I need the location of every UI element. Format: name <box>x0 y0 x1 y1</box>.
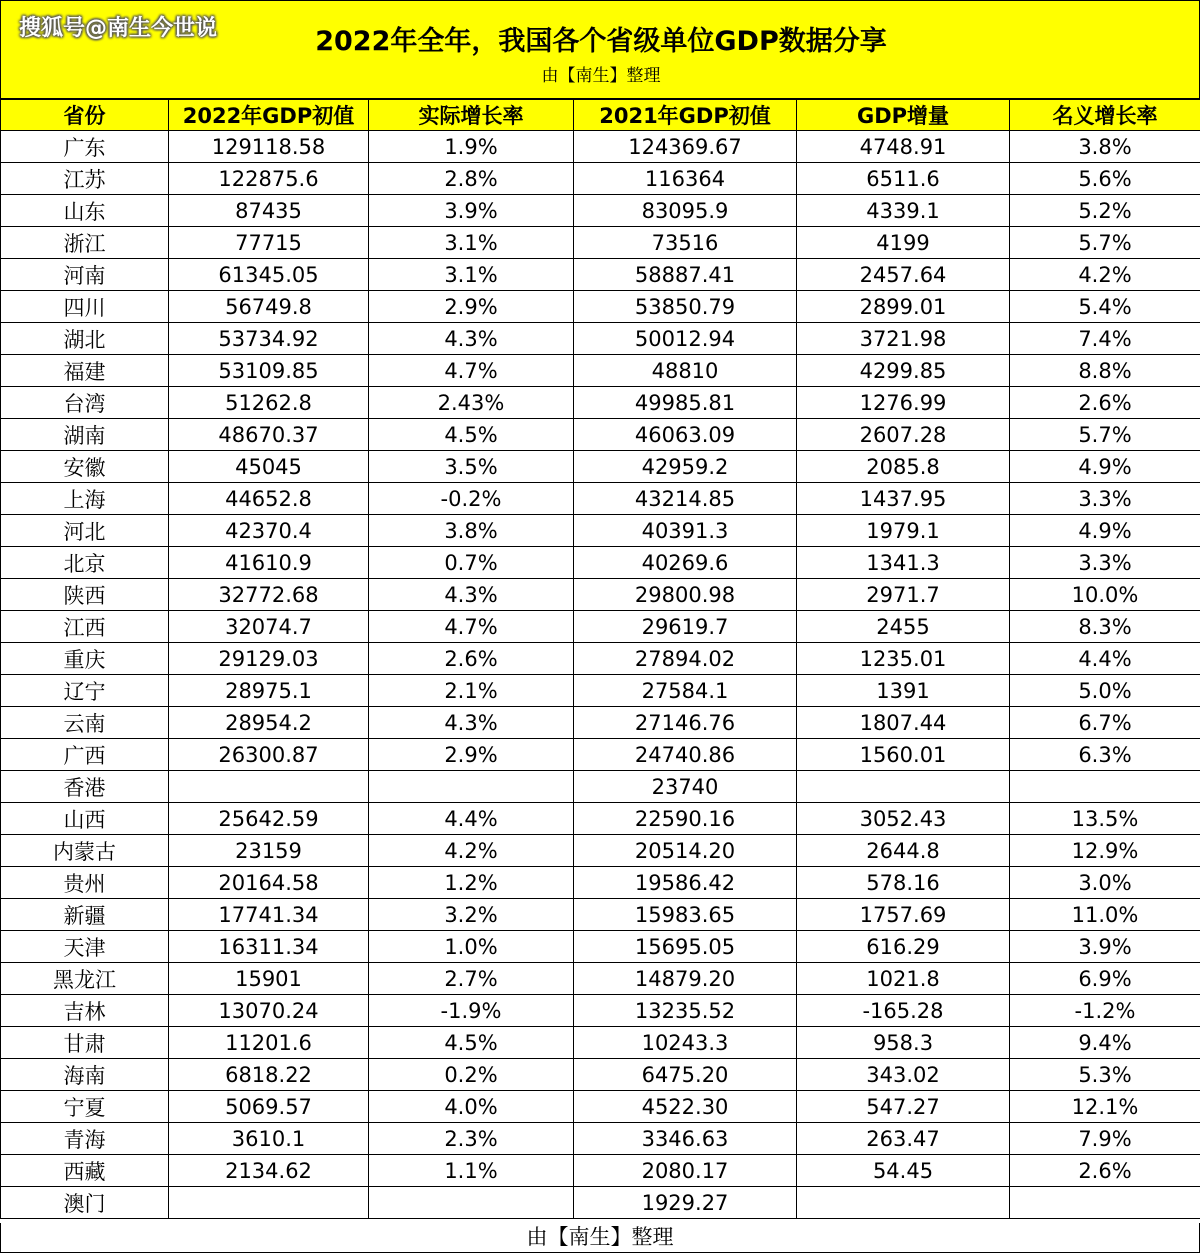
cell-gdp-2021: 22590.16 <box>574 803 797 835</box>
cell-gdp-increase: 3052.43 <box>797 803 1010 835</box>
cell-gdp-increase: 3721.98 <box>797 323 1010 355</box>
table-row <box>1 643 1200 675</box>
cell-nominal-growth: 4.2% <box>1010 259 1200 291</box>
cell-nominal-growth: 11.0% <box>1010 899 1200 931</box>
cell-real-growth: 2.9% <box>369 291 574 323</box>
cell-real-growth: 1.9% <box>369 131 574 163</box>
cell-nominal-growth: 7.9% <box>1010 1123 1200 1155</box>
cell-real-growth: 4.0% <box>369 1091 574 1123</box>
cell-real-growth: 4.7% <box>369 355 574 387</box>
cell-gdp-2021: 46063.09 <box>574 419 797 451</box>
cell-gdp-2021: 116364 <box>574 163 797 195</box>
table-row <box>1 739 1200 771</box>
cell-gdp-2022: 20164.58 <box>169 867 369 899</box>
table-header-row <box>1 100 1200 131</box>
cell-real-growth: 2.9% <box>369 739 574 771</box>
cell-province: 黑龙江 <box>1 963 169 995</box>
cell-gdp-2021: 124369.67 <box>574 131 797 163</box>
cell-gdp-2021: 1929.27 <box>574 1187 797 1219</box>
cell-gdp-2021: 40269.6 <box>574 547 797 579</box>
table-row <box>1 227 1200 259</box>
table-row <box>1 707 1200 739</box>
cell-province: 河北 <box>1 515 169 547</box>
cell-real-growth: 4.5% <box>369 419 574 451</box>
cell-real-growth: 3.1% <box>369 227 574 259</box>
cell-nominal-growth: 3.8% <box>1010 131 1200 163</box>
page-subtitle: 由【南生】整理 <box>541 66 661 86</box>
cell-nominal-growth: 6.9% <box>1010 963 1200 995</box>
cell-province: 湖南 <box>1 419 169 451</box>
cell-real-growth: -0.2% <box>369 483 574 515</box>
cell-gdp-2022: 3610.1 <box>169 1123 369 1155</box>
cell-gdp-increase: 2644.8 <box>797 835 1010 867</box>
table-row <box>1 579 1200 611</box>
cell-province: 四川 <box>1 291 169 323</box>
cell-real-growth: 2.8% <box>369 163 574 195</box>
table-row <box>1 163 1200 195</box>
cell-real-growth: 4.5% <box>369 1027 574 1059</box>
cell-province: 广西 <box>1 739 169 771</box>
cell-real-growth: 4.2% <box>369 835 574 867</box>
cell-real-growth: 2.1% <box>369 675 574 707</box>
cell-gdp-increase: 2607.28 <box>797 419 1010 451</box>
cell-gdp-2021: 3346.63 <box>574 1123 797 1155</box>
cell-gdp-increase: 4199 <box>797 227 1010 259</box>
cell-gdp-2021: 53850.79 <box>574 291 797 323</box>
cell-gdp-increase: 547.27 <box>797 1091 1010 1123</box>
table-row <box>1 931 1200 963</box>
cell-province: 江苏 <box>1 163 169 195</box>
cell-gdp-2021: 29800.98 <box>574 579 797 611</box>
cell-real-growth: 4.3% <box>369 579 574 611</box>
cell-nominal-growth: 4.4% <box>1010 643 1200 675</box>
cell-province: 香港 <box>1 771 169 803</box>
cell-province: 云南 <box>1 707 169 739</box>
cell-gdp-2022: 11201.6 <box>169 1027 369 1059</box>
table-row <box>1 1091 1200 1123</box>
cell-gdp-increase: 1437.95 <box>797 483 1010 515</box>
cell-nominal-growth: 3.9% <box>1010 931 1200 963</box>
cell-nominal-growth: 4.9% <box>1010 515 1200 547</box>
cell-gdp-increase: 2899.01 <box>797 291 1010 323</box>
cell-gdp-increase: 578.16 <box>797 867 1010 899</box>
cell-gdp-2021: 23740 <box>574 771 797 803</box>
cell-gdp-2022: 61345.05 <box>169 259 369 291</box>
cell-province: 澳门 <box>1 1187 169 1219</box>
cell-gdp-increase: 4748.91 <box>797 131 1010 163</box>
cell-gdp-2021: 13235.52 <box>574 995 797 1027</box>
cell-gdp-2022: 129118.58 <box>169 131 369 163</box>
cell-nominal-growth: 10.0% <box>1010 579 1200 611</box>
cell-gdp-increase <box>797 771 1010 803</box>
cell-gdp-2022: 77715 <box>169 227 369 259</box>
cell-gdp-increase: 6511.6 <box>797 163 1010 195</box>
cell-real-growth: -1.9% <box>369 995 574 1027</box>
table-body <box>1 131 1200 1219</box>
cell-gdp-2022: 28975.1 <box>169 675 369 707</box>
cell-province: 贵州 <box>1 867 169 899</box>
cell-gdp-2022: 44652.8 <box>169 483 369 515</box>
cell-gdp-increase: 1276.99 <box>797 387 1010 419</box>
cell-gdp-increase: 1979.1 <box>797 515 1010 547</box>
cell-real-growth: 4.3% <box>369 323 574 355</box>
cell-gdp-increase: 2455 <box>797 611 1010 643</box>
cell-nominal-growth: 5.2% <box>1010 195 1200 227</box>
table-row <box>1 1155 1200 1187</box>
cell-gdp-2021: 40391.3 <box>574 515 797 547</box>
cell-nominal-growth: 3.3% <box>1010 547 1200 579</box>
cell-real-growth: 1.0% <box>369 931 574 963</box>
cell-province: 新疆 <box>1 899 169 931</box>
cell-gdp-2022: 45045 <box>169 451 369 483</box>
cell-gdp-increase: 1235.01 <box>797 643 1010 675</box>
cell-nominal-growth: 3.0% <box>1010 867 1200 899</box>
cell-province: 陕西 <box>1 579 169 611</box>
table-row <box>1 1027 1200 1059</box>
cell-gdp-2022: 6818.22 <box>169 1059 369 1091</box>
table-row <box>1 771 1200 803</box>
cell-nominal-growth: 2.6% <box>1010 387 1200 419</box>
cell-nominal-growth: 5.0% <box>1010 675 1200 707</box>
cell-gdp-increase: -165.28 <box>797 995 1010 1027</box>
table-row <box>1 355 1200 387</box>
cell-province: 北京 <box>1 547 169 579</box>
cell-gdp-increase: 1757.69 <box>797 899 1010 931</box>
cell-nominal-growth: 13.5% <box>1010 803 1200 835</box>
table-row <box>1 803 1200 835</box>
table-row <box>1 1187 1200 1219</box>
cell-gdp-increase: 1021.8 <box>797 963 1010 995</box>
cell-gdp-2022: 87435 <box>169 195 369 227</box>
cell-gdp-2021: 27146.76 <box>574 707 797 739</box>
cell-province: 重庆 <box>1 643 169 675</box>
table-row <box>1 547 1200 579</box>
table-row <box>1 899 1200 931</box>
cell-gdp-increase: 54.45 <box>797 1155 1010 1187</box>
cell-gdp-2022: 23159 <box>169 835 369 867</box>
cell-gdp-increase: 4339.1 <box>797 195 1010 227</box>
cell-gdp-increase: 4299.85 <box>797 355 1010 387</box>
table-row <box>1 419 1200 451</box>
cell-real-growth: 3.5% <box>369 451 574 483</box>
cell-gdp-2022: 5069.57 <box>169 1091 369 1123</box>
cell-real-growth: 3.9% <box>369 195 574 227</box>
cell-gdp-2021: 15983.65 <box>574 899 797 931</box>
header-gdp-2021: 2021年GDP初值 <box>574 100 797 131</box>
cell-province: 内蒙古 <box>1 835 169 867</box>
cell-province: 西藏 <box>1 1155 169 1187</box>
cell-gdp-2021: 19586.42 <box>574 867 797 899</box>
cell-gdp-2021: 2080.17 <box>574 1155 797 1187</box>
cell-nominal-growth: -1.2% <box>1010 995 1200 1027</box>
page-title: 2022年全年，我国各个省级单位GDP数据分享 <box>315 26 887 57</box>
title-banner <box>0 0 1200 99</box>
table-row <box>1 323 1200 355</box>
cell-gdp-2021: 27894.02 <box>574 643 797 675</box>
header-real-growth: 实际增长率 <box>369 100 574 131</box>
cell-gdp-2022: 53734.92 <box>169 323 369 355</box>
cell-real-growth: 2.7% <box>369 963 574 995</box>
cell-province: 青海 <box>1 1123 169 1155</box>
cell-gdp-2022: 16311.34 <box>169 931 369 963</box>
header-nominal-growth: 名义增长率 <box>1010 100 1200 131</box>
cell-gdp-2021: 73516 <box>574 227 797 259</box>
cell-province: 浙江 <box>1 227 169 259</box>
cell-province: 辽宁 <box>1 675 169 707</box>
table-row <box>1 963 1200 995</box>
table-row <box>1 515 1200 547</box>
cell-nominal-growth: 2.6% <box>1010 1155 1200 1187</box>
cell-nominal-growth: 9.4% <box>1010 1027 1200 1059</box>
table-row <box>1 835 1200 867</box>
table-row <box>1 1059 1200 1091</box>
cell-gdp-2022: 42370.4 <box>169 515 369 547</box>
cell-real-growth: 4.3% <box>369 707 574 739</box>
cell-gdp-2021: 43214.85 <box>574 483 797 515</box>
cell-province: 福建 <box>1 355 169 387</box>
cell-nominal-growth <box>1010 771 1200 803</box>
table-row <box>1 259 1200 291</box>
cell-real-growth <box>369 1187 574 1219</box>
cell-gdp-2022: 13070.24 <box>169 995 369 1027</box>
cell-gdp-2022: 15901 <box>169 963 369 995</box>
cell-gdp-2021: 83095.9 <box>574 195 797 227</box>
cell-gdp-2022: 17741.34 <box>169 899 369 931</box>
cell-nominal-growth: 6.3% <box>1010 739 1200 771</box>
cell-gdp-2021: 24740.86 <box>574 739 797 771</box>
cell-gdp-2021: 42959.2 <box>574 451 797 483</box>
cell-province: 广东 <box>1 131 169 163</box>
cell-province: 上海 <box>1 483 169 515</box>
cell-real-growth: 3.8% <box>369 515 574 547</box>
cell-nominal-growth: 8.3% <box>1010 611 1200 643</box>
cell-gdp-2021: 20514.20 <box>574 835 797 867</box>
cell-nominal-growth: 5.3% <box>1010 1059 1200 1091</box>
cell-nominal-growth <box>1010 1187 1200 1219</box>
cell-real-growth: 2.3% <box>369 1123 574 1155</box>
cell-gdp-2022: 56749.8 <box>169 291 369 323</box>
cell-province: 甘肃 <box>1 1027 169 1059</box>
cell-nominal-growth: 5.6% <box>1010 163 1200 195</box>
cell-gdp-increase: 343.02 <box>797 1059 1010 1091</box>
cell-gdp-increase: 263.47 <box>797 1123 1010 1155</box>
cell-real-growth: 1.2% <box>369 867 574 899</box>
table-row <box>1 195 1200 227</box>
cell-province: 天津 <box>1 931 169 963</box>
table-row <box>1 611 1200 643</box>
cell-province: 宁夏 <box>1 1091 169 1123</box>
table-row <box>1 451 1200 483</box>
cell-real-growth: 2.6% <box>369 643 574 675</box>
cell-nominal-growth: 5.7% <box>1010 227 1200 259</box>
cell-gdp-2021: 27584.1 <box>574 675 797 707</box>
cell-gdp-2022: 53109.85 <box>169 355 369 387</box>
cell-gdp-increase <box>797 1187 1010 1219</box>
gdp-table <box>0 99 1200 1219</box>
cell-gdp-2022: 2134.62 <box>169 1155 369 1187</box>
footer-note: 由【南生】整理 <box>0 1223 1200 1253</box>
cell-gdp-2022: 41610.9 <box>169 547 369 579</box>
table-row <box>1 131 1200 163</box>
cell-real-growth: 1.1% <box>369 1155 574 1187</box>
table-row <box>1 995 1200 1027</box>
cell-real-growth <box>369 771 574 803</box>
cell-gdp-2021: 4522.30 <box>574 1091 797 1123</box>
cell-real-growth: 4.4% <box>369 803 574 835</box>
cell-nominal-growth: 12.1% <box>1010 1091 1200 1123</box>
cell-nominal-growth: 4.9% <box>1010 451 1200 483</box>
header-gdp-2022: 2022年GDP初值 <box>169 100 369 131</box>
cell-gdp-2021: 29619.7 <box>574 611 797 643</box>
table-row <box>1 483 1200 515</box>
cell-gdp-2022 <box>169 1187 369 1219</box>
cell-gdp-2022: 26300.87 <box>169 739 369 771</box>
cell-nominal-growth: 5.7% <box>1010 419 1200 451</box>
cell-gdp-increase: 616.29 <box>797 931 1010 963</box>
cell-gdp-2022: 25642.59 <box>169 803 369 835</box>
cell-gdp-increase: 1391 <box>797 675 1010 707</box>
cell-gdp-2022: 29129.03 <box>169 643 369 675</box>
cell-gdp-2022: 32074.7 <box>169 611 369 643</box>
cell-gdp-2021: 10243.3 <box>574 1027 797 1059</box>
cell-nominal-growth: 8.8% <box>1010 355 1200 387</box>
cell-gdp-2021: 48810 <box>574 355 797 387</box>
cell-province: 吉林 <box>1 995 169 1027</box>
cell-gdp-2022: 28954.2 <box>169 707 369 739</box>
cell-gdp-increase: 2085.8 <box>797 451 1010 483</box>
table-row <box>1 387 1200 419</box>
header-province: 省份 <box>1 100 169 131</box>
table-row <box>1 675 1200 707</box>
cell-nominal-growth: 3.3% <box>1010 483 1200 515</box>
cell-real-growth: 4.7% <box>369 611 574 643</box>
cell-real-growth: 3.2% <box>369 899 574 931</box>
cell-real-growth: 0.7% <box>369 547 574 579</box>
cell-nominal-growth: 5.4% <box>1010 291 1200 323</box>
cell-gdp-increase: 1807.44 <box>797 707 1010 739</box>
cell-province: 山东 <box>1 195 169 227</box>
cell-province: 湖北 <box>1 323 169 355</box>
cell-gdp-increase: 1341.3 <box>797 547 1010 579</box>
cell-gdp-2021: 6475.20 <box>574 1059 797 1091</box>
cell-gdp-2022: 122875.6 <box>169 163 369 195</box>
cell-gdp-2021: 15695.05 <box>574 931 797 963</box>
cell-real-growth: 0.2% <box>369 1059 574 1091</box>
cell-gdp-increase: 958.3 <box>797 1027 1010 1059</box>
cell-province: 江西 <box>1 611 169 643</box>
cell-gdp-2022: 32772.68 <box>169 579 369 611</box>
cell-province: 台湾 <box>1 387 169 419</box>
cell-nominal-growth: 12.9% <box>1010 835 1200 867</box>
cell-gdp-2022: 51262.8 <box>169 387 369 419</box>
cell-province: 安徽 <box>1 451 169 483</box>
table-row <box>1 867 1200 899</box>
cell-province: 海南 <box>1 1059 169 1091</box>
cell-gdp-2021: 14879.20 <box>574 963 797 995</box>
cell-nominal-growth: 7.4% <box>1010 323 1200 355</box>
cell-real-growth: 2.43% <box>369 387 574 419</box>
cell-gdp-increase: 2457.64 <box>797 259 1010 291</box>
table-row <box>1 1123 1200 1155</box>
cell-gdp-2021: 49985.81 <box>574 387 797 419</box>
cell-gdp-2022 <box>169 771 369 803</box>
cell-province: 河南 <box>1 259 169 291</box>
watermark: 搜狐号@南生今世说 <box>19 16 218 41</box>
table-row <box>1 291 1200 323</box>
header-gdp-increase: GDP增量 <box>797 100 1010 131</box>
cell-gdp-2022: 48670.37 <box>169 419 369 451</box>
cell-gdp-2021: 58887.41 <box>574 259 797 291</box>
cell-gdp-2021: 50012.94 <box>574 323 797 355</box>
cell-province: 山西 <box>1 803 169 835</box>
cell-nominal-growth: 6.7% <box>1010 707 1200 739</box>
cell-gdp-increase: 2971.7 <box>797 579 1010 611</box>
cell-real-growth: 3.1% <box>369 259 574 291</box>
cell-gdp-increase: 1560.01 <box>797 739 1010 771</box>
